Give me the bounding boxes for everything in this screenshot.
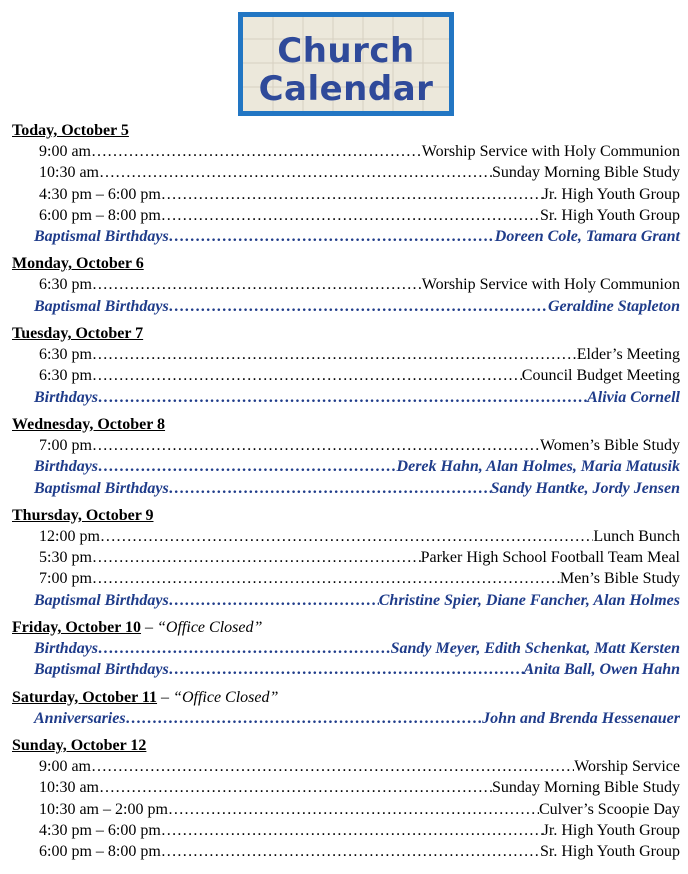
entry-time: 5:30 pm <box>39 549 92 567</box>
entry-category: Birthdays <box>34 640 99 658</box>
calendar-highlight-entry <box>12 387 680 408</box>
dot-leader <box>98 456 397 477</box>
day-section <box>12 617 680 681</box>
entry-event: Worship Service <box>574 757 680 775</box>
calendar-entry <box>12 820 680 841</box>
entry-category: Baptismal Birthdays <box>34 479 169 497</box>
calendar-highlight-entry <box>12 708 680 729</box>
day-header: Saturday, October 11 – “Office Closed” <box>12 688 279 706</box>
day-header: Friday, October 10 – “Office Closed” <box>12 619 263 637</box>
entry-time: 6:30 pm <box>39 276 92 294</box>
entry-names: Anita Ball, Owen Hahn <box>523 661 680 679</box>
day-section <box>12 735 680 862</box>
entry-time: 10:30 am – 2:00 pm <box>39 800 168 818</box>
entry-category: Anniversaries <box>34 709 126 727</box>
entry-names: Christine Spier, Diane Fancher, Alan Holmes <box>378 591 680 609</box>
dot-leader <box>169 478 491 499</box>
entry-event: Jr. High Youth Group <box>542 185 680 203</box>
entry-category: Birthdays <box>34 388 99 406</box>
dot-leader <box>99 162 492 183</box>
dot-leader <box>161 184 543 205</box>
calendar-entry <box>12 365 680 386</box>
entry-names: Alivia Cornell <box>587 388 680 406</box>
entry-time: 4:30 pm – 6:00 pm <box>39 185 161 203</box>
calendar-entry <box>12 841 680 862</box>
entry-category: Birthdays <box>34 458 99 476</box>
entry-event: Sunday Morning Bible Study <box>491 779 680 797</box>
day-section <box>12 414 680 499</box>
entry-names: Doreen Cole, Tamara Grant <box>494 228 680 246</box>
calendar-entry <box>12 568 680 589</box>
dot-leader <box>126 708 483 729</box>
dot-leader <box>99 777 492 798</box>
day-header <box>12 735 680 756</box>
calendar-highlight-entry <box>12 226 680 247</box>
entry-event: Culver’s Scoopie Day <box>538 800 680 818</box>
dot-leader <box>91 756 574 777</box>
entry-event: Women’s Bible Study <box>539 436 680 454</box>
calendar-entry <box>12 799 680 820</box>
dot-leader <box>98 638 391 659</box>
day-section <box>12 505 680 611</box>
entry-names: Sandy Hantke, Jordy Jensen <box>490 479 680 497</box>
day-title: Monday, October 6 <box>12 255 144 273</box>
entry-time: 6:00 pm – 8:00 pm <box>39 206 161 224</box>
entry-time: 12:00 pm <box>39 527 100 545</box>
dot-leader <box>169 659 524 680</box>
calendar-entry <box>12 162 680 183</box>
entry-time: 6:00 pm – 8:00 pm <box>39 843 161 861</box>
entry-time: 10:30 am <box>39 164 99 182</box>
calendar-entry <box>12 344 680 365</box>
entry-time: 4:30 pm – 6:00 pm <box>39 821 161 839</box>
day-header <box>12 505 680 526</box>
entry-names: Sandy Meyer, Edith Schenkat, Matt Kersten <box>390 640 680 658</box>
calendar-entry <box>12 141 680 162</box>
dot-leader <box>161 820 543 841</box>
calendar-entry <box>12 526 680 547</box>
day-header <box>12 414 680 435</box>
entry-event: Jr. High Youth Group <box>542 821 680 839</box>
calendar-highlight-entry <box>12 296 680 317</box>
calendar-highlight-entry <box>12 456 680 477</box>
calendar-highlight-entry <box>12 659 680 680</box>
day-section <box>12 253 680 317</box>
day-title: Saturday, October 11 <box>12 688 158 706</box>
day-header <box>12 120 680 141</box>
entry-names: Geraldine Stapleton <box>547 297 680 315</box>
entry-event: Council Budget Meeting <box>521 367 680 385</box>
day-note: “Office Closed” <box>173 688 279 706</box>
entry-time: 9:00 am <box>39 143 91 160</box>
calendar-entry <box>12 435 680 456</box>
church-calendar-logo <box>238 12 454 116</box>
dot-leader <box>161 205 540 226</box>
entry-event: Sr. High Youth Group <box>539 206 680 224</box>
calendar-list <box>12 120 680 868</box>
entry-event: Sunday Morning Bible Study <box>491 164 680 182</box>
calendar-highlight-entry <box>12 590 680 611</box>
dot-leader <box>100 526 593 547</box>
dot-leader <box>169 296 548 317</box>
logo-line-calendar: Calendar <box>258 69 434 109</box>
calendar-highlight-entry <box>12 638 680 659</box>
entry-time: 7:00 pm <box>39 436 92 454</box>
entry-category: Baptismal Birthdays <box>34 228 169 246</box>
dot-leader <box>92 568 560 589</box>
entry-names: John and Brenda Hessenauer <box>482 709 680 727</box>
dot-leader <box>92 547 421 568</box>
dot-leader <box>169 226 495 247</box>
dot-leader <box>169 590 379 611</box>
calendar-entry <box>12 205 680 226</box>
calendar-entry <box>12 777 680 798</box>
logo-line-church: Church <box>277 31 415 71</box>
entry-event: Lunch Bunch <box>593 527 680 545</box>
day-section <box>12 323 680 408</box>
entry-time: 10:30 am <box>39 779 99 797</box>
entry-category: Baptismal Birthdays <box>34 661 169 679</box>
entry-time: 9:00 am <box>39 757 91 775</box>
dot-leader <box>92 365 522 386</box>
day-title: Today, October 5 <box>12 122 129 139</box>
entry-names: Derek Hahn, Alan Holmes, Maria Matusik <box>396 458 680 476</box>
entry-category: Baptismal Birthdays <box>34 591 169 609</box>
entry-event: Worship Service with Holy Communion <box>421 143 680 160</box>
calendar-highlight-entry <box>12 478 680 499</box>
entry-time: 7:00 pm <box>39 570 92 588</box>
calendar-entry <box>12 274 680 295</box>
entry-event: Worship Service with Holy Communion <box>421 276 680 294</box>
calendar-entry <box>12 756 680 777</box>
day-title: Tuesday, October 7 <box>12 325 144 343</box>
dot-leader <box>161 841 540 862</box>
day-header <box>12 323 680 344</box>
day-title: Friday, October 10 <box>12 619 142 637</box>
entry-time: 6:30 pm <box>39 367 92 385</box>
entry-event: Elder’s Meeting <box>576 346 680 364</box>
day-section <box>12 687 680 729</box>
day-note: “Office Closed” <box>157 619 263 637</box>
day-header <box>12 253 680 274</box>
entry-category: Baptismal Birthdays <box>34 297 169 315</box>
dot-leader <box>98 387 587 408</box>
day-title: Thursday, October 9 <box>12 506 154 524</box>
day-section <box>12 120 680 247</box>
dot-leader <box>168 799 539 820</box>
calendar-entry <box>12 547 680 568</box>
dot-leader <box>92 435 540 456</box>
calendar-entry <box>12 184 680 205</box>
entry-event: Parker High School Football Team Meal <box>420 549 680 567</box>
entry-time: 6:30 pm <box>39 346 92 364</box>
dot-leader <box>92 344 577 365</box>
day-title: Wednesday, October 8 <box>12 415 166 433</box>
entry-event: Sr. High Youth Group <box>539 843 680 861</box>
entry-event: Men’s Bible Study <box>559 570 680 588</box>
dot-leader <box>92 274 422 295</box>
day-title: Sunday, October 12 <box>12 736 147 754</box>
dot-leader <box>91 141 422 162</box>
